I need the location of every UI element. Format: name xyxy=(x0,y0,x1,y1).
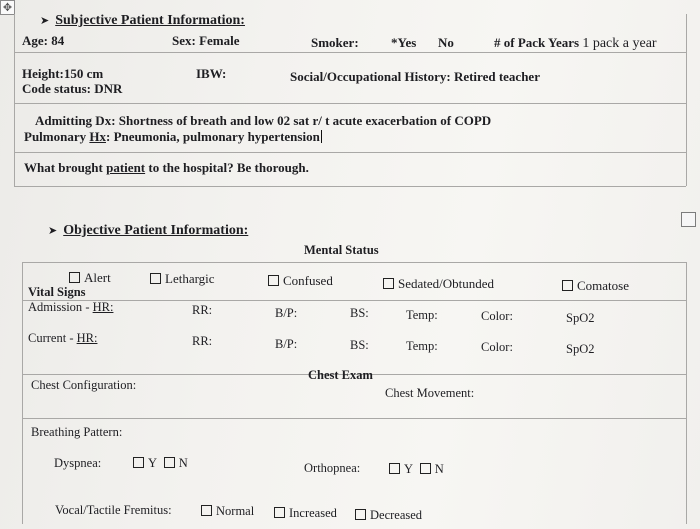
mental-status-lethargic[interactable] xyxy=(150,271,215,287)
smoker-yes: *Yes xyxy=(391,35,417,50)
divider xyxy=(14,103,686,104)
smoker-label: Smoker: xyxy=(311,35,359,50)
breathing-pattern: Breathing Pattern: xyxy=(31,425,123,439)
code-status: Code status: DNR xyxy=(22,81,123,96)
objective-heading xyxy=(48,223,248,239)
what-brought-patient: patient xyxy=(106,160,146,175)
no-label: N xyxy=(178,456,188,470)
orthopnea-label: Orthopnea: xyxy=(304,461,361,475)
age: Age: 84 xyxy=(22,33,65,48)
admission-sep: - xyxy=(82,300,93,314)
mental-status-confused[interactable] xyxy=(268,273,333,289)
divider xyxy=(22,262,23,524)
fremitus-decreased[interactable] xyxy=(355,508,422,523)
what-brought-pre: What brought xyxy=(24,160,107,175)
objective-heading-text: Objective Patient Information: xyxy=(63,223,249,238)
checkbox-icon[interactable] xyxy=(389,463,400,474)
admission-row-label xyxy=(28,300,113,315)
fremitus-normal[interactable] xyxy=(201,504,254,519)
checkbox-icon[interactable] xyxy=(150,273,161,284)
admission-temp: Temp: xyxy=(406,308,438,322)
text-cursor xyxy=(321,130,322,143)
mental-status-alert[interactable] xyxy=(69,270,111,286)
dyspnea-label: Dyspnea: xyxy=(54,456,102,470)
checkbox-icon[interactable] xyxy=(383,278,394,289)
fremitus-increased[interactable] xyxy=(274,506,337,521)
checkbox-icon[interactable] xyxy=(164,457,175,468)
current-spo2: SpO2 xyxy=(566,342,595,356)
divider xyxy=(22,300,686,301)
current-bp: B/P: xyxy=(275,337,298,351)
current-sep: - xyxy=(66,331,77,345)
admission-label: Admission xyxy=(28,300,83,314)
option-label: Sedated/Obtunded xyxy=(398,276,495,291)
divider xyxy=(686,14,687,186)
ibw: IBW: xyxy=(196,66,227,81)
yes-label: Y xyxy=(404,462,413,476)
move-handle-icon[interactable]: ✥ xyxy=(0,0,15,15)
pulmonary-hx-abbr: Hx xyxy=(89,129,106,144)
bullet-arrow-icon: ➤ xyxy=(40,14,50,27)
current-rr: RR: xyxy=(192,334,213,348)
divider xyxy=(14,52,686,53)
option-label: Alert xyxy=(84,270,111,285)
current-temp: Temp: xyxy=(406,339,438,353)
dyspnea-options[interactable] xyxy=(133,456,188,471)
sex: Sex: Female xyxy=(172,33,240,48)
checkbox-icon[interactable] xyxy=(562,280,573,291)
pack-years xyxy=(494,35,657,52)
divider xyxy=(14,186,686,187)
admitting-dx: Admitting Dx: Shortness of breath and low 02 sat r/ t acute exacerbation of COPD xyxy=(35,113,492,128)
mental-status-sedated[interactable] xyxy=(383,276,494,292)
current-color: Color: xyxy=(481,340,513,354)
smoker-no: No xyxy=(438,35,454,50)
selection-box-icon[interactable] xyxy=(681,212,696,227)
current-bs: BS: xyxy=(350,338,369,352)
option-label: Comatose xyxy=(577,278,629,293)
divider xyxy=(686,262,687,524)
checkbox-icon[interactable] xyxy=(274,507,285,518)
admission-rr: RR: xyxy=(192,303,213,317)
current-label: Current xyxy=(28,331,67,345)
chest-exam-title: Chest Exam xyxy=(308,368,373,382)
bullet-arrow-icon: ➤ xyxy=(48,224,58,237)
divider xyxy=(22,418,686,419)
checkbox-icon[interactable] xyxy=(268,275,279,286)
subjective-heading-text: Subjective Patient Information: xyxy=(55,13,245,28)
chest-movement: Chest Movement: xyxy=(385,386,475,400)
orthopnea-options[interactable] xyxy=(389,462,444,477)
option-label: Decreased xyxy=(370,508,423,522)
mental-status-title: Mental Status xyxy=(304,243,379,257)
option-label: Confused xyxy=(283,273,333,288)
what-brought xyxy=(24,160,309,176)
option-label: Normal xyxy=(216,504,255,518)
checkbox-icon[interactable] xyxy=(133,457,144,468)
fremitus-label: Vocal/Tactile Fremitus: xyxy=(55,503,172,517)
checkbox-icon[interactable] xyxy=(69,272,80,283)
mental-status-comatose[interactable] xyxy=(562,278,629,294)
pack-years-label: # of Pack Years xyxy=(494,35,580,50)
admission-bp: B/P: xyxy=(275,306,298,320)
divider xyxy=(14,152,686,153)
option-label: Lethargic xyxy=(165,271,215,286)
vital-signs-title: Vital Signs xyxy=(28,285,86,299)
pulmonary-hx xyxy=(24,129,322,145)
what-brought-post: to the hospital? Be thorough. xyxy=(145,160,309,175)
height: Height:150 cm xyxy=(22,66,104,81)
checkbox-icon[interactable] xyxy=(420,463,431,474)
current-hr: HR: xyxy=(76,331,98,345)
admission-hr: HR: xyxy=(92,300,114,314)
subjective-heading xyxy=(40,13,245,29)
pulmonary-hx-value: : Pneumonia, pulmonary hypertension xyxy=(106,129,320,144)
chest-configuration: Chest Configuration: xyxy=(31,378,137,392)
pulmonary-hx-label: Pulmonary xyxy=(24,129,90,144)
divider xyxy=(14,14,15,186)
divider xyxy=(22,262,686,263)
admission-color: Color: xyxy=(481,309,513,323)
yes-label: Y xyxy=(148,456,157,470)
checkbox-icon[interactable] xyxy=(201,505,212,516)
no-label: N xyxy=(434,462,444,476)
checkbox-icon[interactable] xyxy=(355,509,366,520)
current-row-label xyxy=(28,331,97,346)
admission-bs: BS: xyxy=(350,306,369,320)
option-label: Increased xyxy=(289,506,337,520)
social-history: Social/Occupational History: Retired teacher xyxy=(290,69,540,84)
admission-spo2: SpO2 xyxy=(566,311,595,325)
pack-years-value: 1 pack a year xyxy=(582,36,657,51)
